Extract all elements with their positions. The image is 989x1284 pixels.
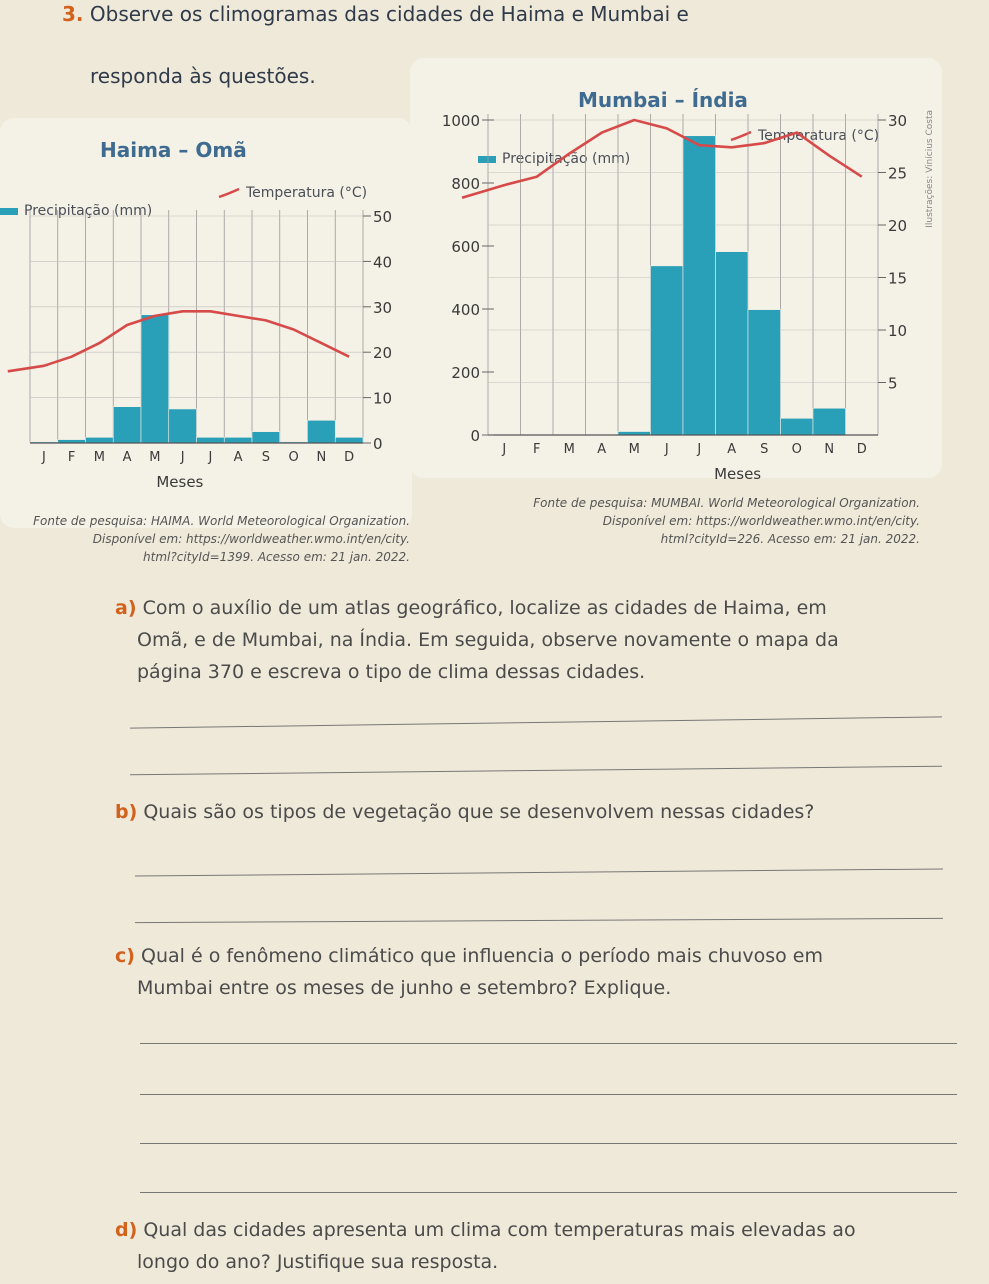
haima-month-label: O: [288, 450, 299, 465]
mumbai-y-right-tick-label: 20: [888, 217, 908, 235]
mumbai-source-line3: html?cityId=226. Acesso em: 21 jan. 2022.: [660, 532, 920, 546]
haima-precip-bar: [169, 409, 197, 443]
haima-y-right-tick-label: 40: [373, 253, 393, 272]
haima-precip-bar: [197, 437, 225, 443]
haima-x-axis-label: Meses: [156, 473, 204, 491]
mumbai-month-label: J: [502, 442, 507, 457]
question-d-line1: Qual das cidades apresenta um clima com temperaturas mais elevadas ao: [143, 1219, 856, 1241]
haima-source-line2: Disponível em: https://worldweather.wmo.int/en/city.: [92, 532, 410, 546]
mumbai-month-label: N: [824, 442, 835, 457]
mumbai-month-label: F: [533, 442, 541, 457]
mumbai-source-line2: Disponível em: https://worldweather.wmo.int/en/city.: [602, 514, 920, 528]
answer-line[interactable]: [140, 1094, 957, 1095]
question-c-letter: c): [115, 945, 135, 967]
mumbai-month-label: J: [697, 442, 702, 457]
haima-month-label: S: [261, 450, 271, 465]
mumbai-precip-bar: [813, 408, 846, 435]
mumbai-month-label: A: [727, 442, 737, 457]
haima-precip-bar: [86, 437, 114, 443]
mumbai-x-axis-label: Meses: [714, 465, 762, 483]
haima-legend-temp-label: Temperatura (°C): [246, 185, 368, 201]
answer-line[interactable]: [135, 918, 943, 923]
answer-line[interactable]: [130, 716, 942, 728]
question-number: 3.: [62, 2, 84, 26]
mumbai-source-line1: Fonte de pesquisa: MUMBAI. World Meteorological Organization.: [533, 496, 920, 510]
haima-source: [0, 512, 410, 566]
haima-month-label: N: [316, 450, 327, 465]
question-d-line2: longo do ano? Justifique sua resposta.: [137, 1251, 499, 1273]
question-a-line2: Omã, e de Mumbai, na Índia. Em seguida, observe novamente o mapa da: [137, 629, 839, 651]
mumbai-precip-bar: [781, 418, 814, 435]
mumbai-y-right-tick-label: 30: [888, 112, 908, 130]
mumbai-y-left-tick-label: 0: [470, 427, 480, 445]
question-a: [115, 592, 839, 688]
mumbai-y-right-tick-label: 10: [888, 322, 908, 340]
answer-line[interactable]: [135, 868, 943, 876]
question-title: Observe os climogramas das cidades de Haima e Mumbai e: [89, 2, 689, 26]
haima-legend-precip-label: Precipitação (mm): [24, 203, 153, 219]
haima-month-label: D: [344, 450, 355, 465]
mumbai-y-left-tick-label: 600: [451, 238, 480, 256]
haima-y-right-tick-label: 0: [373, 435, 383, 453]
haima-source-line3: html?cityId=1399. Acesso em: 21 jan. 2022.: [143, 550, 410, 564]
question-c: [115, 940, 823, 1004]
haima-climogram: [0, 200, 412, 510]
mumbai-month-label: S: [760, 442, 769, 457]
question-a-letter: a): [115, 597, 137, 619]
haima-precip-bar: [252, 432, 280, 443]
mumbai-y-left-tick-label: 800: [451, 175, 480, 193]
haima-temp-line: [8, 311, 349, 371]
mumbai-precip-bar: [716, 252, 749, 435]
answer-line[interactable]: [130, 766, 942, 776]
answer-line[interactable]: [140, 1043, 957, 1044]
mumbai-y-left-tick-label: 1000: [441, 112, 480, 130]
mumbai-y-right-tick-label: 5: [888, 374, 898, 393]
haima-precip-bar: [335, 437, 363, 443]
question-a-line1: Com o auxílio de um atlas geográfico, localize as cidades de Haima, em: [142, 597, 827, 619]
question-d: [115, 1214, 856, 1278]
illustration-credit: Ilustrações: Vinícius Costa: [925, 110, 935, 228]
haima-y-right-tick-label: 10: [373, 389, 393, 408]
haima-y-right-tick-label: 20: [373, 344, 393, 363]
question-subtitle: responda às questões.: [90, 64, 316, 88]
answer-line[interactable]: [140, 1192, 957, 1193]
mumbai-precip-bar: [748, 310, 781, 435]
question-d-letter: d): [115, 1219, 138, 1241]
haima-month-label: F: [67, 450, 76, 465]
temp-line-icon: [218, 188, 240, 198]
haima-month-label: M: [93, 450, 105, 465]
mumbai-month-label: D: [856, 442, 867, 457]
haima-precip-bar: [308, 420, 336, 443]
haima-precip-bar: [224, 437, 252, 443]
haima-month-label: J: [208, 450, 213, 465]
haima-y-right-tick-label: 50: [373, 208, 393, 226]
mumbai-source: [420, 494, 920, 548]
answer-line[interactable]: [140, 1143, 957, 1144]
mumbai-y-right-tick-label: 25: [888, 164, 908, 183]
mumbai-y-right-tick-label: 15: [888, 269, 908, 288]
mumbai-y-left-tick-label: 400: [451, 301, 480, 319]
mumbai-legend-precip-label: Precipitação (mm): [502, 151, 631, 167]
mumbai-month-label: A: [597, 442, 607, 457]
haima-month-label: M: [149, 450, 161, 465]
haima-month-label: J: [180, 450, 185, 465]
haima-precip-bar: [113, 407, 141, 443]
mumbai-month-label: M: [628, 442, 640, 457]
mumbai-precip-bar: [651, 266, 684, 435]
question-c-line1: Qual é o fenômeno climático que influencia o período mais chuvoso em: [141, 945, 823, 967]
mumbai-month-label: J: [664, 442, 669, 457]
mumbai-legend-temp-label: Temperatura (°C): [758, 128, 880, 144]
haima-month-label: A: [122, 450, 132, 465]
mumbai-precip-bar: [683, 136, 716, 435]
question-a-line3: página 370 e escreva o tipo de clima dessas cidades.: [137, 661, 646, 683]
question-b-letter: b): [115, 801, 138, 823]
haima-precip-bar: [141, 315, 169, 443]
mumbai-month-label: O: [791, 442, 802, 457]
haima-y-right-tick-label: 30: [373, 298, 393, 317]
mumbai-month-label: M: [563, 442, 575, 457]
question-heading: [62, 2, 689, 26]
haima-source-line1: Fonte de pesquisa: HAIMA. World Meteorological Organization.: [33, 514, 410, 528]
haima-chart-title: Haima – Omã: [100, 138, 247, 162]
haima-month-label: J: [41, 450, 46, 465]
haima-legend-temp: [218, 185, 367, 201]
question-b: [115, 796, 814, 828]
haima-month-label: A: [233, 450, 243, 465]
mumbai-y-left-tick-label: 200: [451, 364, 480, 382]
mumbai-chart-title: Mumbai – Índia: [578, 88, 748, 112]
question-b-line1: Quais são os tipos de vegetação que se desenvolvem nessas cidades?: [143, 801, 815, 823]
question-c-line2: Mumbai entre os meses de junho e setembro? Explique.: [137, 977, 672, 999]
